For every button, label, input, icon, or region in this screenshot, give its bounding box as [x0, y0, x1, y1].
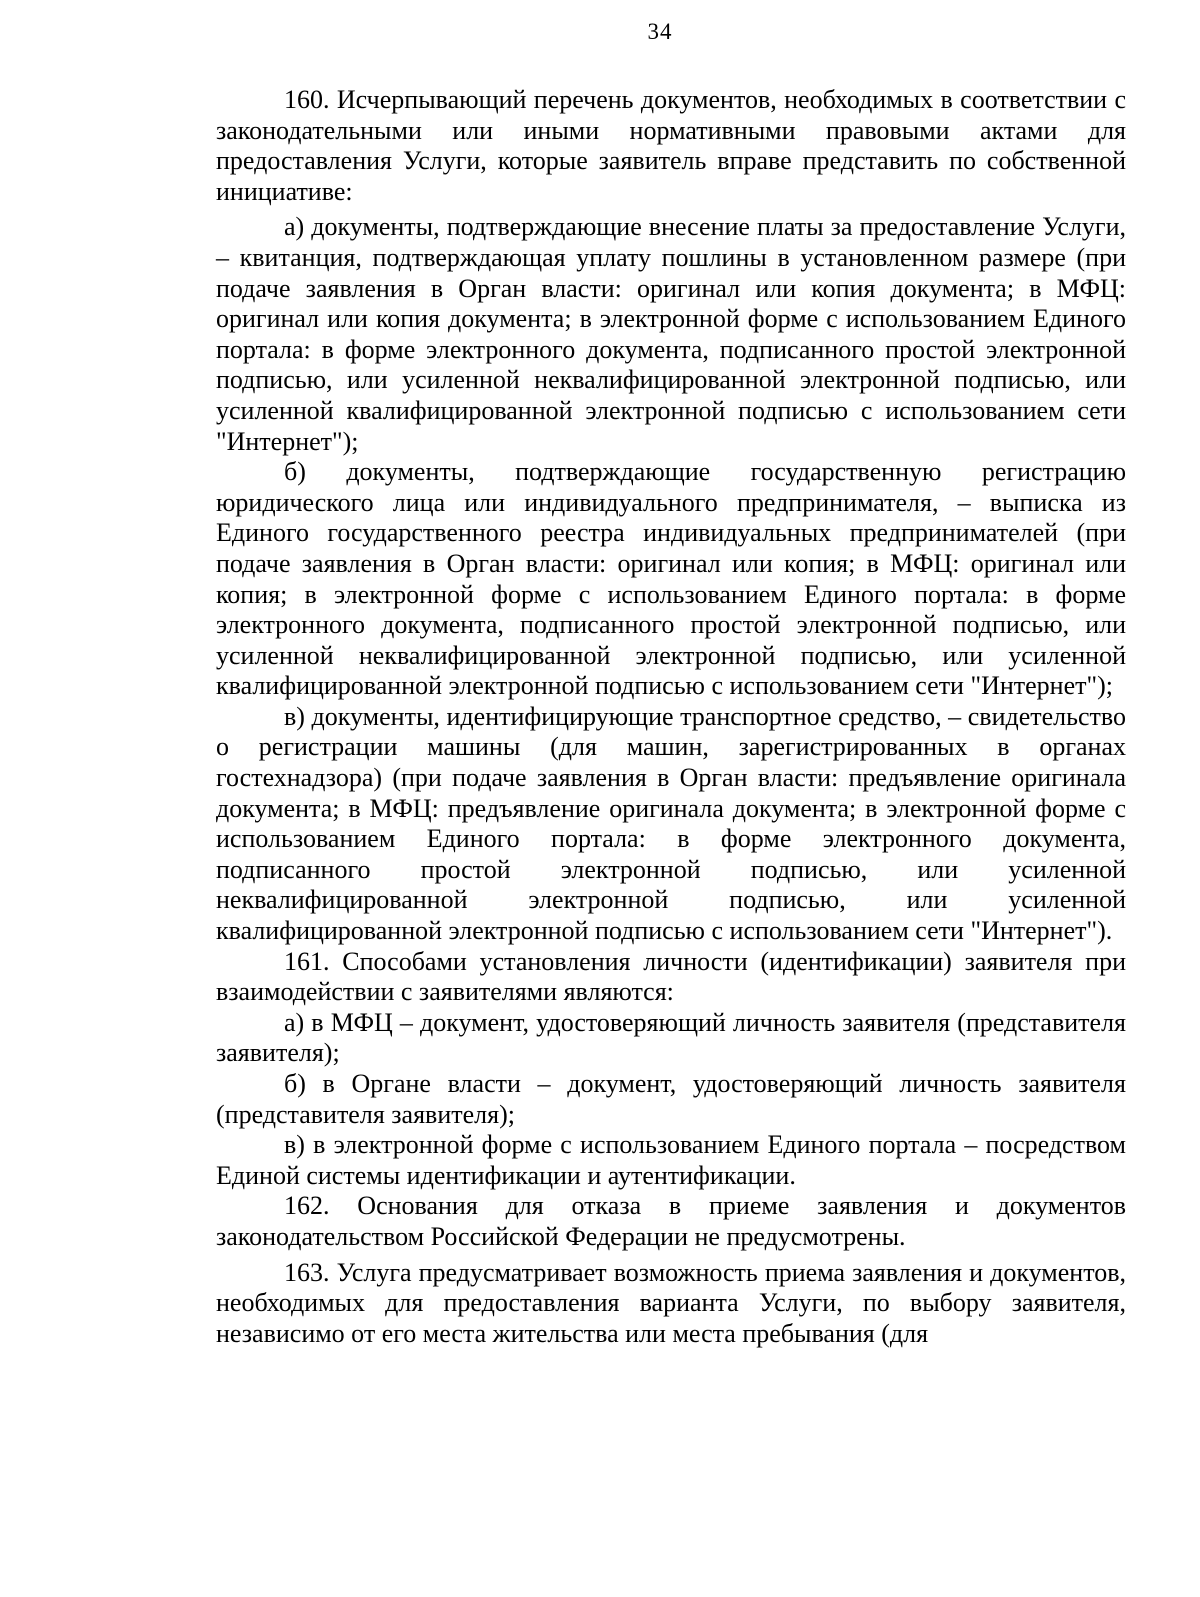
paragraph-160-item-b: б) документы, подтверждающие государственную регистрацию юридического лица или индивидуального предпринимателя, – выписка из Единого государственного реестра индивидуальных предпринимателей (при подаче заявления в Орган власти: оригинал или копия; в МФЦ: оригинал или копия; в электронной форме с использованием Единого портала: в форме электронного документа, подписанного простой электронной подписью, или усиленной неквалифицированной электронной подписью, или усиленной квалифицированной электронной подписью с использованием сети "Интернет");: [216, 457, 1126, 701]
paragraph-161-item-v: в) в электронной форме с использованием Единого портала – посредством Единой системы идентификации и аутентификации.: [216, 1130, 1126, 1190]
paragraph-163: 163. Услуга предусматривает возможность приема заявления и документов, необходимых для предоставления варианта Услуги, по выбору заявителя, независимо от его места жительства или места пребывания (для: [216, 1257, 1126, 1348]
paragraph-160: 160. Исчерпывающий перечень документов, необходимых в соответствии с законодательными или иными нормативными правовыми актами для предоставления Услуги, которые заявитель вправе представить по собственной инициативе:: [216, 85, 1126, 206]
paragraph-162: 162. Основания для отказа в приеме заявления и документов законодательством Российской Федерации не предусмотрены.: [216, 1191, 1126, 1251]
document-body: [216, 85, 1126, 1349]
paragraph-161-item-b: б) в Органе власти – документ, удостоверяющий личность заявителя (представителя заявителя);: [216, 1069, 1126, 1129]
paragraph-160-item-a: а) документы, подтверждающие внесение платы за предоставление Услуги, – квитанция, подтверждающая уплату пошлины в установленном размере (при подаче заявления в Орган власти: оригинал или копия документа; в МФЦ: оригинал или копия документа; в электронной форме с использованием Единого портала: в форме электронного документа, подписанного простой электронной подписью, или усиленной неквалифицированной электронной подписью, или усиленной квалифицированной электронной подписью с использованием сети "Интернет");: [216, 212, 1126, 456]
paragraph-161-item-a: а) в МФЦ – документ, удостоверяющий личность заявителя (представителя заявителя);: [216, 1007, 1126, 1068]
paragraph-160-item-v: в) документы, идентифицирующие транспортное средство, – свидетельство о регистрации машины (для машин, зарегистрированных в органах гостехнадзора) (при подаче заявления в Орган власти: предъявление оригинала документа; в МФЦ: предъявление оригинала документа; в электронной форме с использованием Единого портала: в форме электронного документа, подписанного простой электронной подписью, или усиленной неквалифицированной электронной подписью, или усиленной квалифицированной электронной подписью с использованием сети "Интернет").: [216, 701, 1126, 946]
page-number: 34: [647, 19, 673, 44]
paragraph-161: 161. Способами установления личности (идентификации) заявителя при взаимодействии с заявителями являются:: [216, 946, 1126, 1007]
